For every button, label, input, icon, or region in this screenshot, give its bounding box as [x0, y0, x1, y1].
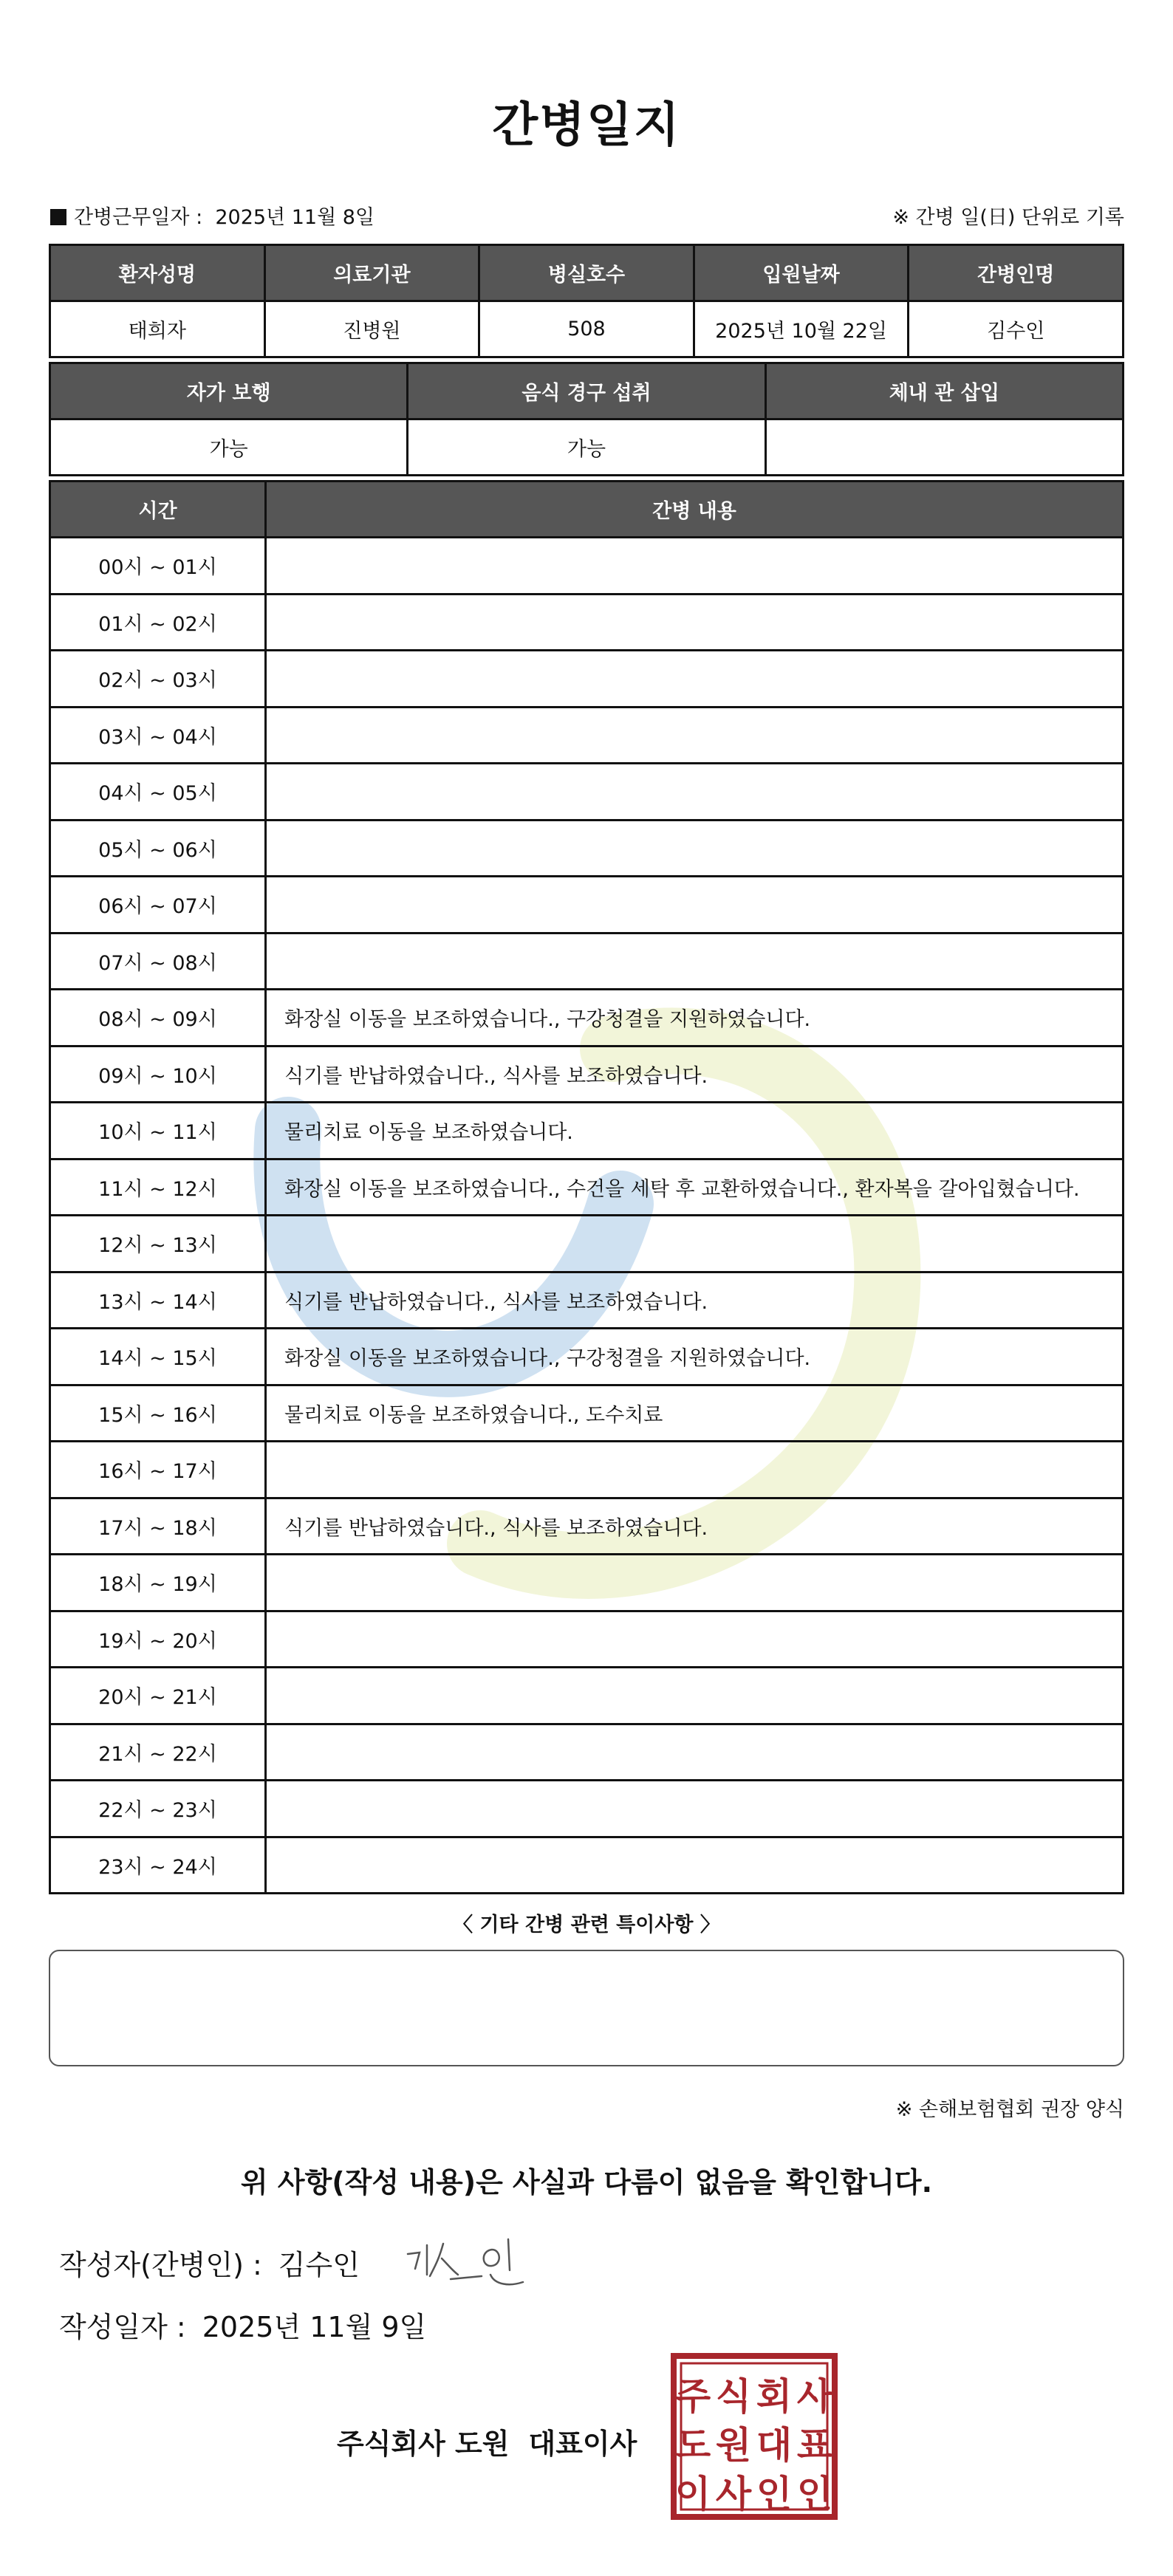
- header-care-content: 간병 내용: [266, 482, 1124, 538]
- care-content: [266, 933, 1124, 990]
- time-slot: 12시 ~ 13시: [50, 1216, 266, 1272]
- table-row: [50, 1837, 1124, 1894]
- remarks-box: [49, 1950, 1124, 2066]
- seal-glyph: 사: [796, 2375, 833, 2418]
- time-slot: 14시 ~ 15시: [50, 1329, 266, 1385]
- time-slot: 06시 ~ 07시: [50, 877, 266, 934]
- table-row: [50, 1611, 1124, 1668]
- time-slot: 10시 ~ 11시: [50, 1103, 266, 1159]
- header-room: 병실호수: [479, 245, 694, 301]
- care-content: [266, 1611, 1124, 1668]
- table-row: [50, 820, 1124, 877]
- header-tube-insertion: 체내 관 삽입: [765, 363, 1123, 419]
- table-row: [50, 1555, 1124, 1611]
- caregiver-name: 김수인: [909, 301, 1124, 357]
- seal-glyph: 원: [715, 2424, 752, 2467]
- time-slot: 20시 ~ 21시: [50, 1668, 266, 1724]
- writer-line: [59, 2242, 360, 2283]
- table-row: [50, 1781, 1124, 1837]
- time-slot: 23시 ~ 24시: [50, 1837, 266, 1894]
- writer-name: 김수인: [278, 2249, 360, 2281]
- care-content: [266, 1781, 1124, 1837]
- time-slot: 18시 ~ 19시: [50, 1555, 266, 1611]
- time-slot: 04시 ~ 05시: [50, 764, 266, 821]
- seal-glyph: 사: [715, 2473, 752, 2515]
- handwritten-signature: [399, 2223, 547, 2297]
- table-row: [50, 1442, 1124, 1498]
- table-row: [50, 707, 1124, 764]
- company-name: 주식회사 도원: [337, 2428, 510, 2460]
- table-row: [50, 1329, 1124, 1385]
- hospital-name: 진병원: [264, 301, 479, 357]
- seal-glyph: 식: [715, 2375, 752, 2418]
- care-content: 식기를 반납하였습니다., 식사를 보조하였습니다.: [266, 1498, 1124, 1555]
- time-slot: 16시 ~ 17시: [50, 1442, 266, 1498]
- time-slot: 11시 ~ 12시: [50, 1159, 266, 1216]
- care-content: [266, 1555, 1124, 1611]
- seal-glyph: 인: [756, 2473, 793, 2515]
- record-note: ※ 간병 일(日) 단위로 기록: [892, 206, 1124, 229]
- table-row: [50, 1272, 1124, 1329]
- patient-name: 태희자: [50, 301, 265, 357]
- table-row: [50, 877, 1124, 934]
- care-content: [266, 1668, 1124, 1724]
- time-slot: 03시 ~ 04시: [50, 707, 266, 764]
- table-row: [50, 594, 1124, 651]
- table-row: [50, 1668, 1124, 1724]
- time-slot: 15시 ~ 16시: [50, 1385, 266, 1442]
- time-slot: 05시 ~ 06시: [50, 820, 266, 877]
- time-slot: 07시 ~ 08시: [50, 933, 266, 990]
- care-log-rows: [50, 538, 1124, 1894]
- header-caregiver: 간병인명: [909, 245, 1124, 301]
- time-slot: 13시 ~ 14시: [50, 1272, 266, 1329]
- care-content: [266, 651, 1124, 708]
- table-row: [50, 1385, 1124, 1442]
- header-self-walking: 자가 보행: [50, 363, 408, 419]
- writer-label: 작성자(간병인) :: [59, 2249, 262, 2281]
- seal-glyph: 이: [674, 2473, 711, 2515]
- company-representative: 대표이사: [528, 2428, 637, 2460]
- time-slot: 19시 ~ 20시: [50, 1611, 266, 1668]
- company-seal-stamp: [669, 2351, 839, 2521]
- seal-glyph: 회: [756, 2375, 793, 2418]
- table-row: [50, 1724, 1124, 1781]
- header-admission-date: 입원날짜: [694, 245, 909, 301]
- work-date-value: 2025년 11월 8일: [215, 206, 375, 229]
- time-slot: 21시 ~ 22시: [50, 1724, 266, 1781]
- care-content: [266, 538, 1124, 595]
- form-note: ※ 손해보험협회 권장 양식: [895, 2098, 1124, 2121]
- care-content: [266, 820, 1124, 877]
- table-row: [50, 990, 1124, 1046]
- written-date-line: [59, 2304, 426, 2345]
- care-content: [266, 1724, 1124, 1781]
- care-content: 화장실 이동을 보조하였습니다., 수건을 세탁 후 교환하였습니다., 환자복을 갈아입혔습니다.: [266, 1159, 1124, 1216]
- confirmation-statement: 위 사항(작성 내용)은 사실과 다름이 없음을 확인합니다.: [240, 2166, 933, 2199]
- care-content: [266, 764, 1124, 821]
- written-date-value: 2025년 11월 9일: [202, 2311, 427, 2343]
- time-slot: 00시 ~ 01시: [50, 538, 266, 595]
- self-walking-value: 가능: [50, 419, 408, 476]
- seal-glyph: 도: [674, 2424, 711, 2467]
- seal-glyph: 대: [756, 2424, 793, 2467]
- patient-info-table: [49, 244, 1124, 358]
- table-row: [50, 538, 1124, 595]
- care-content: [266, 1216, 1124, 1272]
- tube-insertion-value: [765, 419, 1123, 476]
- table-row: [50, 1046, 1124, 1103]
- time-slot: 17시 ~ 18시: [50, 1498, 266, 1555]
- table-row: [50, 933, 1124, 990]
- care-content: [266, 707, 1124, 764]
- work-date: [50, 201, 375, 230]
- header-hospital: 의료기관: [264, 245, 479, 301]
- care-content: [266, 1837, 1124, 1894]
- time-slot: 01시 ~ 02시: [50, 594, 266, 651]
- header-time: 시간: [50, 482, 266, 538]
- written-date-label: 작성일자 :: [59, 2311, 186, 2343]
- care-content: [266, 594, 1124, 651]
- care-content: 식기를 반납하였습니다., 식사를 보조하였습니다.: [266, 1272, 1124, 1329]
- table-row: [50, 1216, 1124, 1272]
- care-content: [266, 1442, 1124, 1498]
- table-row: [50, 764, 1124, 821]
- admission-date: 2025년 10월 22일: [694, 301, 909, 357]
- header-patient-name: 환자성명: [50, 245, 265, 301]
- care-content: [266, 877, 1124, 934]
- remarks-title: 〈 기타 간병 관련 특이사항 〉: [453, 1914, 720, 1936]
- table-row: [50, 651, 1124, 708]
- page-title: 간병일지: [492, 98, 681, 153]
- time-slot: 09시 ~ 10시: [50, 1046, 266, 1103]
- header-oral-intake: 음식 경구 섭취: [408, 363, 765, 419]
- care-content: 화장실 이동을 보조하였습니다., 구강청결을 지원하였습니다.: [266, 990, 1124, 1046]
- seal-glyph: 주: [674, 2375, 711, 2418]
- table-row: [50, 1498, 1124, 1555]
- care-content: 물리치료 이동을 보조하였습니다.: [266, 1103, 1124, 1159]
- care-content: 식기를 반납하였습니다., 식사를 보조하였습니다.: [266, 1046, 1124, 1103]
- patient-status-table: [49, 362, 1124, 476]
- seal-glyph: 인: [796, 2473, 833, 2515]
- seal-glyph: 표: [796, 2424, 833, 2467]
- care-content: 물리치료 이동을 보조하였습니다., 도수치료: [266, 1385, 1124, 1442]
- time-slot: 22시 ~ 23시: [50, 1781, 266, 1837]
- table-row: [50, 1159, 1124, 1216]
- care-content: 화장실 이동을 보조하였습니다., 구강청결을 지원하였습니다.: [266, 1329, 1124, 1385]
- work-date-label: 간병근무일자 :: [74, 206, 203, 229]
- room-number: 508: [479, 301, 694, 357]
- care-log-table: [49, 480, 1124, 1894]
- square-bullet-icon: [50, 209, 66, 225]
- table-row: [50, 1103, 1124, 1159]
- company-line: [337, 2421, 637, 2462]
- time-slot: 08시 ~ 09시: [50, 990, 266, 1046]
- oral-intake-value: 가능: [408, 419, 765, 476]
- time-slot: 02시 ~ 03시: [50, 651, 266, 708]
